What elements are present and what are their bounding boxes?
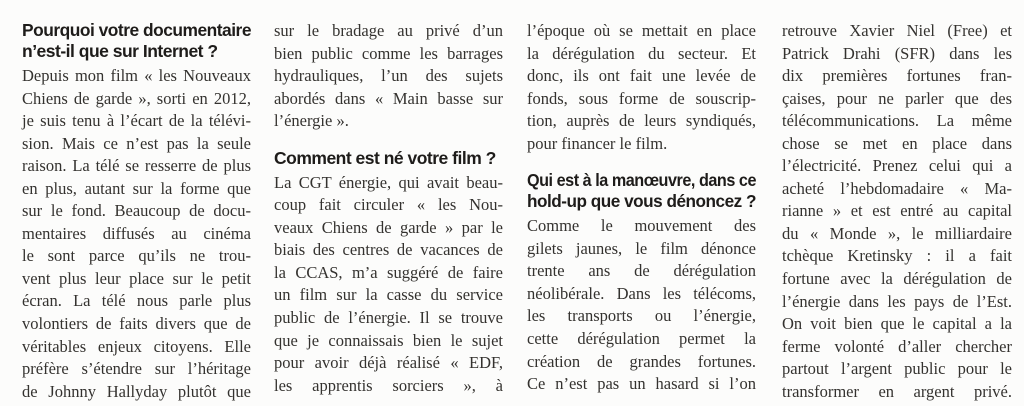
body-text-line: çaises, pour ne parler que des: [782, 88, 1012, 108]
paragraph-fragment: [527, 215, 756, 395]
question-heading: [274, 148, 503, 169]
body-text-line: pour avoir déjà réalisé « EDF,: [274, 353, 503, 373]
body-text-line: les transports ou l’énergie,: [527, 306, 756, 326]
body-text-line: je suis tenu à l’écart de la télévi-: [22, 111, 251, 131]
body-text-line: rianne » et est entré au capital: [782, 201, 1012, 221]
paragraph-fragment: [782, 20, 1012, 403]
body-text-line: préfère s’étendre sur l’héritage: [22, 359, 251, 379]
body-text-line: biais des centres de vacances de: [274, 240, 503, 260]
body-text-line: ferme volonté d’aller chercher: [782, 336, 1012, 356]
body-text-line: du « Monde », le milliardaire: [782, 223, 1012, 243]
body-text-line: tchèque Kretinsky : il a fait: [782, 246, 1012, 266]
body-text-line: le sont parce qu’ils ne trou-: [22, 246, 251, 266]
article-column-1: [22, 20, 251, 403]
body-text-line: télécommunications. La même: [782, 111, 1012, 131]
article-column-3: [527, 20, 756, 396]
body-text-line: veaux Chiens de garde » par le: [274, 217, 503, 237]
body-text-line: de Johnny Hallyday plutôt que: [22, 381, 251, 401]
heading-line: Qui est à la manœuvre, dans ce: [527, 170, 756, 191]
body-text-line: création de grandes fortunes.: [527, 351, 756, 371]
body-text-line: cette dérégulation permet la: [527, 329, 756, 349]
body-text-line: la dérégulation du secteur. Et: [527, 43, 756, 63]
body-text-line: l’énergie ».: [274, 111, 349, 131]
body-text-line: retrouve Xavier Niel (Free) et: [782, 21, 1012, 40]
body-text-line: néolibérale. Dans les télécoms,: [527, 283, 756, 303]
body-text-line: que je connaissais bien le sujet: [274, 330, 503, 350]
article-column-2: [274, 20, 503, 397]
body-text-line: fortune avec la dérégulation de: [782, 269, 1012, 289]
body-text-line: pour financer le film.: [527, 133, 668, 153]
body-text-line: trente ans de dérégulation: [527, 261, 756, 281]
body-text-line: raison. La télé se resserre de plus: [22, 156, 251, 176]
body-text-line: sur le fond. Beaucoup de docu-: [22, 201, 251, 221]
body-text-line: donc, ils ont fait une levée de: [527, 66, 756, 86]
heading-line: hold-up que vous dénoncez ?: [527, 191, 756, 212]
body-text-line: l’époque où se mettait en place: [527, 21, 756, 40]
body-text-line: dix premières fortunes fran-: [782, 66, 1012, 86]
body-text-line: La CGT énergie, qui avait beau-: [274, 172, 503, 192]
body-text-line: abordés dans « Main basse sur: [274, 88, 503, 108]
body-text-line: en plus, autant sur la forme que: [22, 178, 251, 198]
body-text-line: l’énergie dans les pays de l’Est.: [782, 291, 1012, 311]
paragraph-fragment: [274, 20, 503, 133]
body-text-line: sur le bradage au privé d’un: [274, 21, 503, 40]
body-text-line: Chiens de garde », sorti en 2012,: [22, 88, 251, 108]
body-text-line: volontiers de faits divers que de: [22, 314, 251, 334]
body-text-line: vent plus leur place sur le petit: [22, 268, 251, 288]
body-text-line: bien public comme les barrages: [274, 43, 503, 63]
question-heading: [527, 170, 756, 212]
body-text-line: transformer en argent privé.: [782, 381, 1012, 401]
body-text-line: véritables enjeux citoyens. Elle: [22, 336, 251, 356]
body-text-line: la CCAS, m’a suggéré de faire: [274, 262, 503, 282]
body-text-line: mentaires diffusés au cinéma: [22, 223, 251, 243]
body-text-line: sion. Mais ce n’est pas la seule: [22, 133, 251, 153]
body-text-line: hydrauliques, l’un des sujets: [274, 66, 503, 86]
body-text-line: gilets jaunes, le film dénonce: [527, 238, 756, 258]
paragraph-fragment: [22, 65, 251, 403]
body-text-line: On voit bien que le capital a la: [782, 314, 1012, 334]
paragraph-fragment: [274, 172, 503, 397]
article-column-4: [782, 20, 1012, 403]
body-text-line: écran. La télé nous parle plus: [22, 291, 251, 311]
body-text-line: coup fait circuler « les Nou-: [274, 195, 503, 215]
heading-line: Pourquoi votre documentaire: [22, 20, 251, 40]
body-text-line: Ce n’est pas un hasard si l’on: [527, 374, 756, 394]
body-text-line: Comme le mouvement des: [527, 216, 756, 236]
body-text-line: tion, auprès de leurs syndiqués,: [527, 111, 756, 131]
body-text-line: l’électricité. Prenez celui qui a: [782, 156, 1012, 176]
heading-line: Comment est né votre film ?: [274, 147, 496, 168]
body-text-line: Depuis mon film « les Nouveaux: [22, 66, 251, 85]
question-heading: [22, 20, 251, 62]
body-text-line: un film sur la casse du service: [274, 285, 503, 305]
body-text-line: fonds, sous forme de souscrip-: [527, 88, 756, 108]
paragraph-fragment: [527, 20, 756, 155]
body-text-line: les apprentis sorciers », à: [274, 375, 503, 395]
body-text-line: Patrick Drahi (SFR) dans les: [782, 43, 1012, 63]
body-text-line: public de l’énergie. Il se trouve: [274, 308, 503, 328]
body-text-line: chose se met en place dans: [782, 133, 1012, 153]
body-text-line: partout l’argent public pour le: [782, 359, 1012, 379]
heading-line: n’est-il que sur Internet ?: [22, 41, 218, 61]
body-text-line: acheté l’hebdomadaire « Ma-: [782, 178, 1012, 198]
